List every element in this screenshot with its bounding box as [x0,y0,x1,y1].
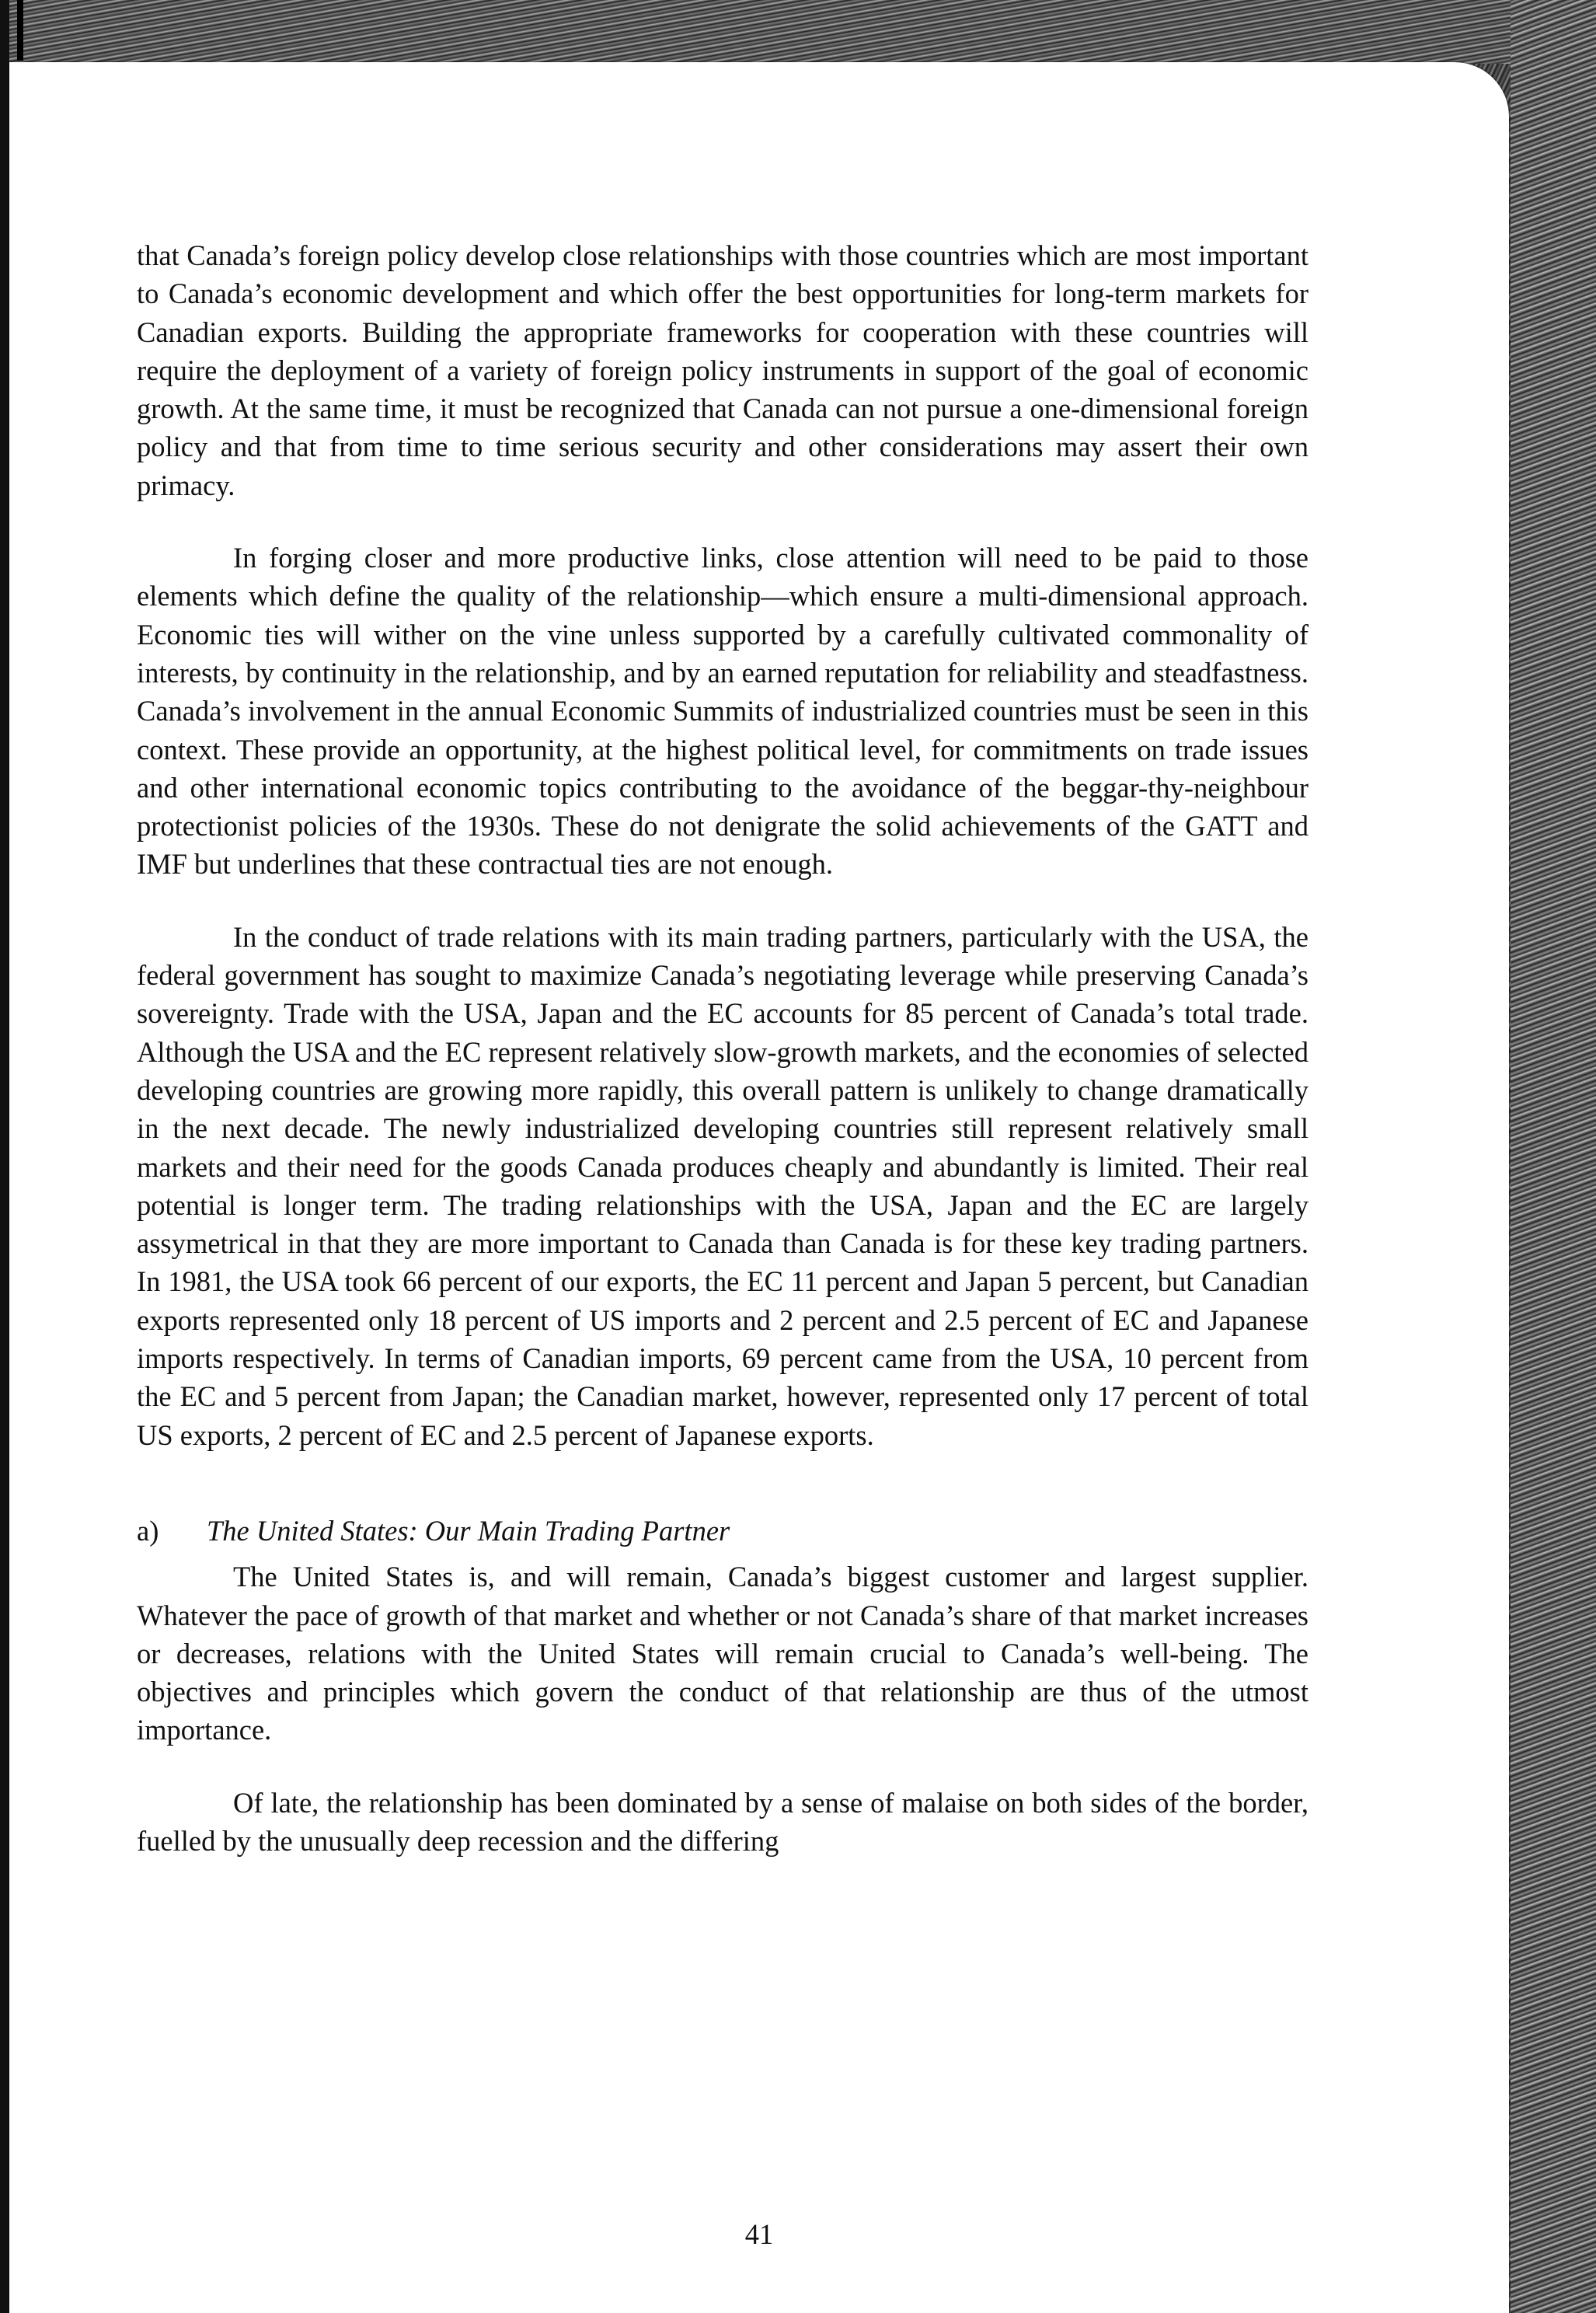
section-letter: a) [137,1514,159,1547]
section-heading [137,1512,1309,1550]
binding-mark [17,0,23,61]
document-page [9,62,1509,2313]
paragraph-malaise: Of late, the relationship has been dominated by a sense of malaise on both sides of the border, fuelled by the unusually deep recession and the differing [137,1786,1309,1857]
paragraph-trade-relations: In the conduct of trade relations with its main trading partners, particularly with the USA, the federal government has sought to maximize Canada’s negotiating leverage while preserving Canada’s sovereignty. Trade with the USA, Japan and the EC accounts for 85 percent of Canada’s total trade. Although the USA and the EC represent relatively slow-growth markets, and the economies of selected developing countries are growing more rapidly, this overall pattern is unlikely to change dramatically in the next decade. The newly industrialized developing countries still represent relatively small markets and their need for the goods Canada produces cheaply and abundantly is limited. Their real potential is longer term. The trading relationships with the USA, Japan and the EC are largely assymetrical in that they are more important to Canada than Canada is for these key trading partners. In 1981, the USA took 66 percent of our exports, the EC 11 percent and Japan 5 percent, but Canadian exports represented only 18 percent of US imports and 2 percent and 2.5 percent of EC and Japanese imports respectively. In terms of Canadian imports, 69 percent came from the USA, 10 percent from the EC and 5 percent from Japan; the Canadian market, however, represented only 17 percent of total US exports, 2 percent of EC and 2.5 percent of Japanese exports. [137,920,1309,1451]
scan-left-edge [0,0,9,2313]
page-number: 41 [744,2218,774,2250]
scan-right-edge [1511,0,1596,2313]
paragraph-continuation: that Canada’s foreign policy develop close relationships with those countries which are most important to Canada’s economic development and which offer the best opportunities for long-term markets for Canadian exports. Building the appropriate frameworks for cooperation with these countries will require the deployment of a variety of foreign policy instruments in support of the goal of economic growth. At the same time, it must be recognized that Canada can not pursue a one-dimensional foreign policy and that from time to time serious security and other considerations may assert their own primacy. [137,239,1309,501]
body-text [137,236,1309,1860]
paragraph-forging-links: In forging closer and more productive links, close attention will need to be paid to those elements which define the quality of the relationship—which ensure a multi-dimensional approach. Economic ties will wither on the vine unless supported by a carefully cultivated commonality of interests, by continuity in the relationship, and by an earned reputation for reliability and steadfastness. Canada’s involvement in the annual Economic Summits of industrialized countries must be seen in this context. These provide an opportunity, at the highest political level, for commitments on trade issues and other international economic topics contributing to the avoidance of the beggar-thy-neighbour protectionist policies of the 1930s. These do not denigrate the solid achievements of the GATT and IMF but underlines that these contractual ties are not enough. [137,542,1309,881]
section-title: The United States: Our Main Trading Partner [207,1514,730,1547]
scan-top-edge [0,0,1596,64]
paragraph-united-states: The United States is, and will remain, Canada’s biggest customer and largest supplier. Whatever the pace of growth of that market and whether or not Canada’s share of that market increases or decreases, relations with the United States will remain crucial to Canada’s well-being. The objectives and principles which govern the conduct of that relationship are thus of the utmost importance. [137,1561,1309,1746]
